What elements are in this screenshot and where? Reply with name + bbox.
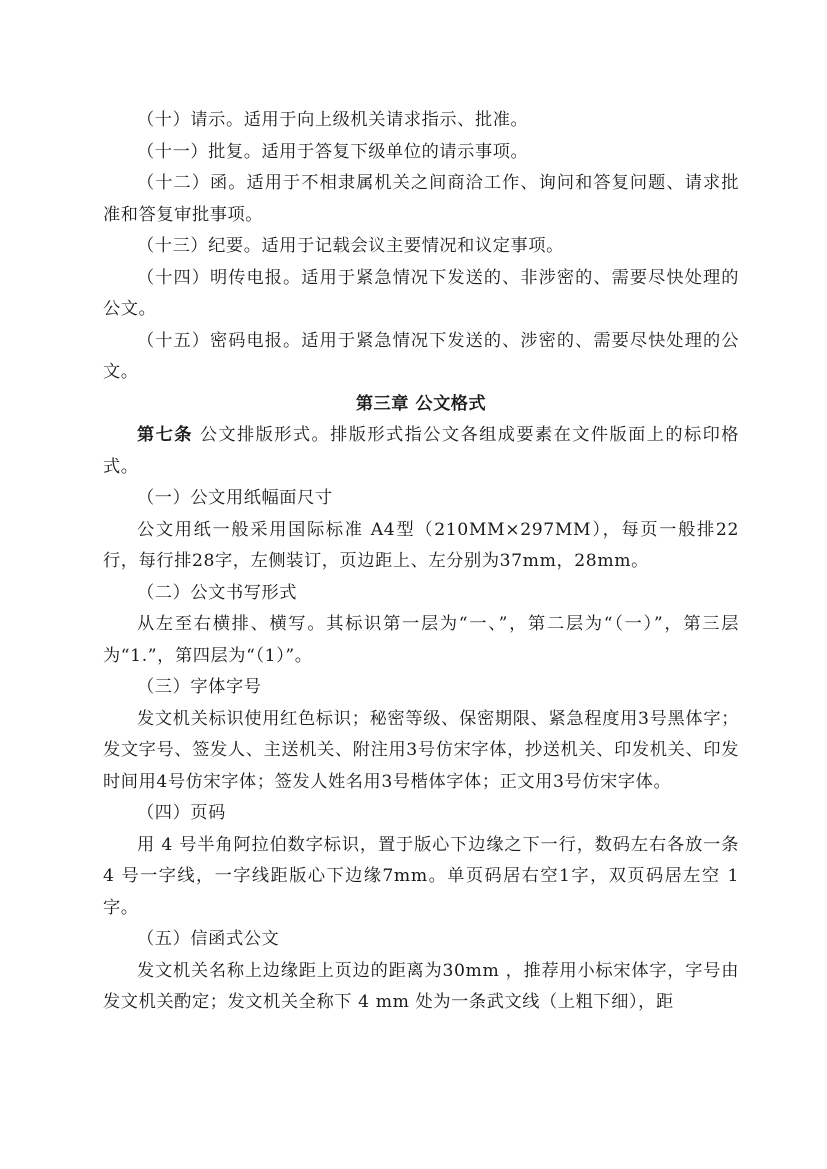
article-text: 公文排版形式。排版形式指公文各组成要素在文件版面上的标印格式。 (103, 425, 739, 477)
paragraph-paper-size: 公文用纸一般采用国际标准 A4型（210MM×297MM），每页一般排22行，每行排28字，左侧装订，页边距上、左分别为37mm，28mm。 (103, 519, 739, 571)
paragraph-item-11: （十一）批复。适用于答复下级单位的请示事项。 (137, 141, 529, 162)
section-heading-paper-size: （一）公文用纸幅面尺寸 (137, 488, 333, 508)
paragraph-page-number: 用 4 号半角阿拉伯数字标识，置于版心下边缘之下一行，数码左右各放一条 4 号一字线，一字线距版心下边缘7mm。单页码居右空1字，双页码居左空 1 字。 (103, 834, 739, 918)
paragraph-item-12: （十二）函。适用于不相隶属机关之间商洽工作、询问和答复问题、请求批准和答复审批事项。 (103, 173, 739, 225)
chapter-title: 第三章 公文格式 (355, 393, 487, 414)
section-heading-writing-form: （二）公文书写形式 (137, 582, 298, 603)
paragraph-fonts: 发文机关标识使用红色标识；秘密等级、保密期限、紧急程度用3号黑体字；发文字号、签发人、主送机关、附注用3号仿宋字体，抄送机关、印发机关、印发时间用4号仿宋字体；签发人姓名用3号楷体字体；正文用3号仿宋字体。 (103, 708, 739, 792)
paragraph-writing-form: 从左至右横排、横写。其标识第一层为“一、”，第二层为“（一）”，第三层为“1.”，第四层为“（1）”。 (103, 614, 739, 666)
paragraph-letter-format: 发文机关名称上边缘距上页边的距离为30mm ，推荐用小标宋体字，字号由发文机关酌定；发文机关全称下 4 mm 处为一条武文线（上粗下细），距 (103, 960, 739, 1012)
article-label: 第七条 (137, 425, 193, 445)
paragraph-item-14: （十四）明传电报。适用于紧急情况下发送的、非涉密的、需要尽快处理的公文。 (103, 267, 739, 319)
paragraph-item-15: （十五）密码电报。适用于紧急情况下发送的、涉密的、需要尽快处理的公文。 (103, 330, 739, 382)
section-heading-letter-format: （五）信函式公文 (137, 929, 280, 949)
section-heading-page-number: （四）页码 (137, 803, 226, 823)
paragraph-item-13: （十三）纪要。适用于记载会议主要情况和议定事项。 (137, 236, 564, 256)
article-seven (103, 420, 739, 483)
section-heading-fonts: （三）字体字号 (137, 677, 262, 697)
document-body (103, 105, 739, 1019)
paragraph-item-10: （十）请示。适用于向上级机关请求指示、批准。 (137, 110, 529, 130)
